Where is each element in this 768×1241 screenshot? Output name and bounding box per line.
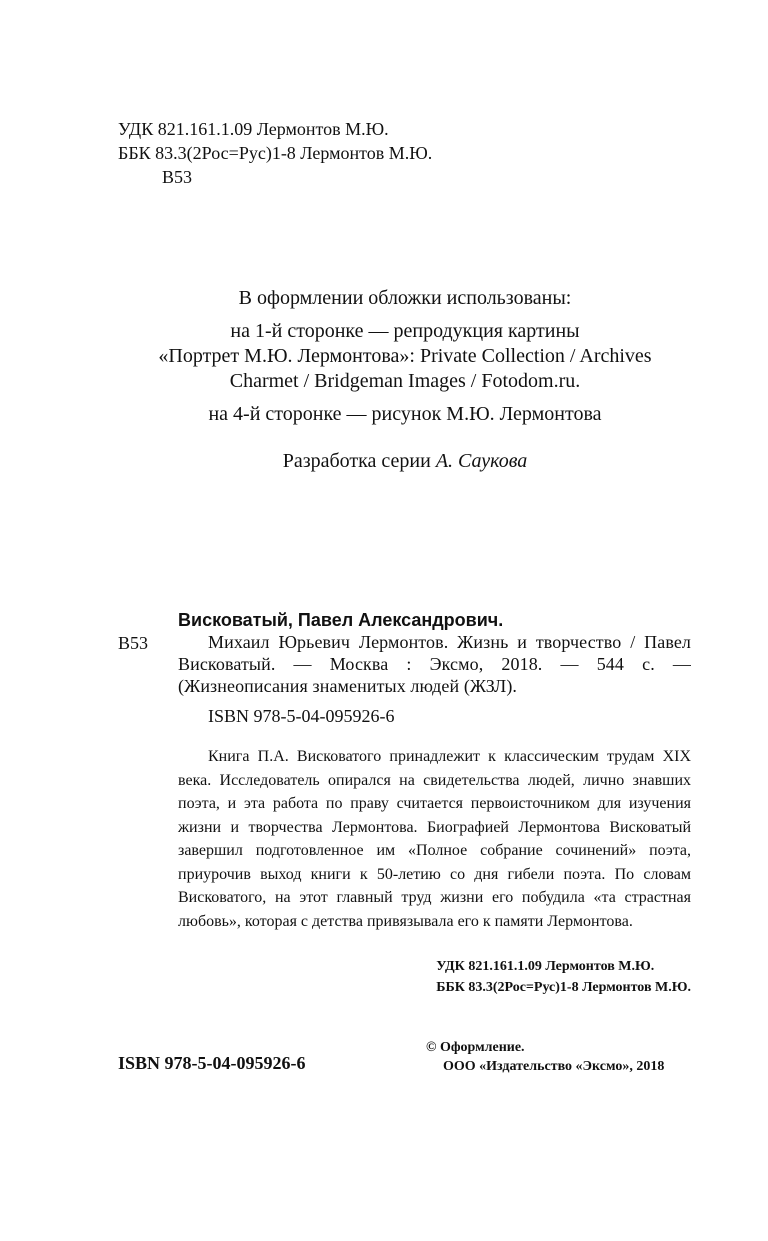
isbn: ISBN 978-5-04-095926-6 [118, 1053, 306, 1073]
annotation: Книга П.А. Висковатого принадлежит к классическим трудам XIX века. Исследователь опирался на свидетельства людей, лично знавших поэта, и эта работа по праву считается первоисточником для изучения жизни и творчества Лермонтова. Биографией Лермонтова Висковатый завершил подготовленное им «Полное собрание сочинений» поэта, приурочив выход книги к 50-летию со дня гибели поэта. По словам Висковатого, на этот главный труд жизни его побудила «та страстная любовь», которая с детства привязывала его к памяти Лермонтова. [178, 748, 691, 930]
cover-credits [100, 286, 710, 427]
front-cover-line-1: на 1-й сторонке — репродукция картины [230, 320, 580, 342]
bibliographic-record [178, 609, 691, 727]
bottom-bbk-code: ББК 83.3(2Рос=Рус)1-8 Лермонтов М.Ю. [436, 980, 691, 995]
back-cover-credit: на 4-й сторонке — рисунок М.Ю. Лермонтова [208, 403, 602, 425]
series-designer: А. Саукова [435, 450, 528, 472]
front-cover-line-2: «Портрет М.Ю. Лермонтова»: Private Collection / Archives [158, 345, 652, 367]
copyright-line-2: ООО «Издательство «Эксмо», 2018 [443, 1059, 665, 1074]
cover-credits-heading: В оформлении обложки использованы: [238, 287, 572, 309]
bbk-code: ББК 83.3(2Рос=Рус)1-8 Лермонтов М.Ю. [118, 143, 433, 163]
bottom-classification-codes [436, 956, 691, 998]
series-design-credit [100, 449, 710, 474]
front-cover-line-3: Charmet / Bridgeman Images / Fotodom.ru. [229, 370, 581, 392]
udk-code: УДК 821.161.1.09 Лермонтов М.Ю. [118, 119, 389, 139]
bottom-udk-code: УДК 821.161.1.09 Лермонтов М.Ю. [436, 959, 655, 974]
bibliographic-description: Михаил Юрьевич Лермонтов. Жизнь и творчество / Павел Висковатый. — Москва : Эксмо, 2018. — 544 с. — (Жизнеописания знаменитых людей (ЖЗЛ). [178, 632, 691, 696]
series-label: Разработка серии [282, 450, 436, 472]
copyright-notice [426, 1038, 664, 1076]
copyright-line-1: © Оформление. [426, 1040, 525, 1055]
classification-codes [118, 117, 432, 189]
bibliographic-code: В53 [118, 633, 149, 653]
author-mark: В53 [162, 167, 193, 187]
author-heading: Висковатый, Павел Александрович. [178, 610, 504, 630]
record-isbn: ISBN 978-5-04-095926-6 [208, 706, 395, 726]
